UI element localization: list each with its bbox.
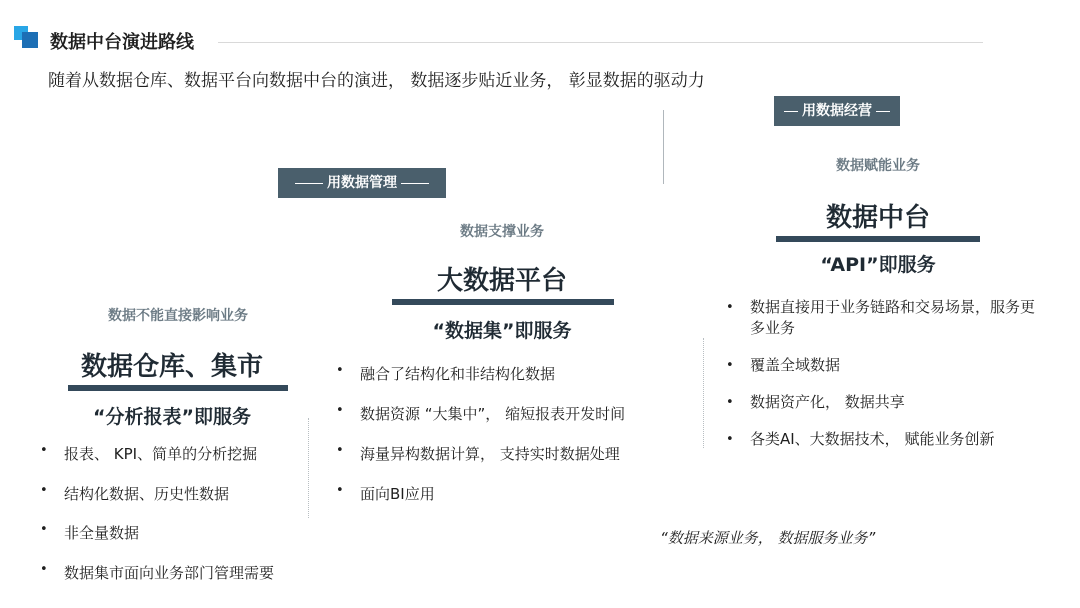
phase-bullet-list — [38, 443, 318, 601]
phase-caption: 数据支撑业务 — [460, 224, 544, 240]
list-item: • 非全量数据 — [38, 522, 318, 562]
list-item: • 各类AI、大数据技术， 赋能业务创新 — [724, 429, 1044, 450]
closing-quote: “数据来源业务， 数据服务业务” — [660, 529, 876, 547]
phase-divider-right — [703, 338, 705, 448]
stage-divider-line — [663, 110, 664, 184]
list-item: • 覆盖全域数据 — [724, 355, 1044, 376]
phase-title: 数据中台 — [825, 203, 930, 233]
phase-caption: 数据赋能业务 — [836, 158, 920, 174]
phase-caption: 数据不能直接影响业务 — [108, 308, 248, 324]
tag-dash-left — [295, 183, 323, 184]
list-item: • 结构化数据、历史性数据 — [38, 483, 318, 523]
stage-tag-manage-label: 用数据管理 — [327, 175, 397, 191]
list-item: • 海量异构数据计算， 支持实时数据处理 — [334, 443, 702, 483]
list-item: • 数据集市面向业务部门管理需要 — [38, 562, 318, 602]
list-item: • 融合了结构化和非结构化数据 — [334, 363, 702, 403]
page-subtitle: 随着从数据仓库、数据平台向数据中台的演进， 数据逐步贴近业务， 彰显数据的驱动力 — [48, 71, 705, 91]
logo-icon-accent — [22, 32, 38, 48]
phase-bar — [392, 299, 614, 305]
phase-service: “分析报表”即服务 — [93, 406, 251, 428]
tag-dash-right — [401, 183, 429, 184]
stage-tag-operate-label: 用数据经营 — [802, 103, 872, 119]
phase-title: 数据仓库、集市 — [80, 352, 263, 382]
list-item: • 数据资产化， 数据共享 — [724, 392, 1044, 413]
tag-dash-right — [876, 111, 890, 112]
list-item: • 数据直接用于业务链路和交易场景，服务更多业务 — [724, 297, 1044, 339]
phase-bullet-list — [334, 363, 702, 523]
list-item: • 面向BI应用 — [334, 483, 702, 523]
phase-title: 大数据平台 — [436, 266, 567, 296]
page-title: 数据中台演进路线 — [50, 32, 194, 53]
phase-bullet-list — [724, 297, 1044, 466]
title-divider — [218, 42, 983, 43]
phase-bar — [776, 236, 980, 242]
list-item: • 报表、 KPI、简单的分析挖掘 — [38, 443, 318, 483]
list-item: • 数据资源 “大集中”， 缩短报表开发时间 — [334, 403, 702, 443]
stage-tag-manage — [278, 168, 446, 198]
tag-dash-left — [784, 111, 798, 112]
phase-service: “API”即服务 — [820, 254, 936, 276]
stage-tag-operate — [774, 96, 900, 126]
phase-bar — [68, 385, 288, 391]
phase-service: “数据集”即服务 — [432, 320, 572, 342]
